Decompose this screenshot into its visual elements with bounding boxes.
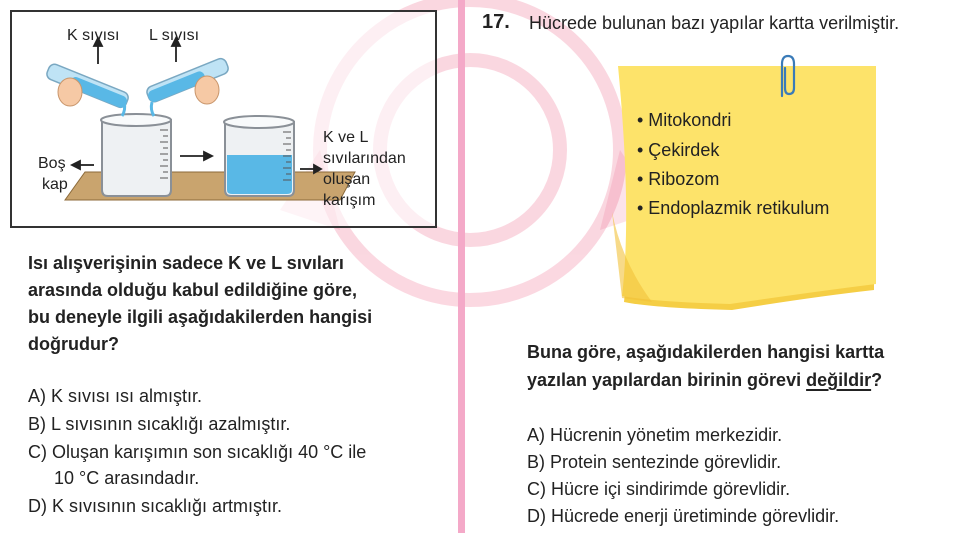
label-empty-line1: Boş: [38, 155, 66, 172]
label-mix-line2: sıvılarından: [323, 150, 406, 167]
question-stem: Hücrede bulunan bazı yapılar kartta verilmiştir.: [529, 13, 900, 33]
right-option-c[interactable]: C) Hücre içi sindirimde görevlidir.: [527, 479, 791, 499]
stem-line: Isı alışverişinin sadece K ve L sıvıları: [28, 253, 344, 273]
label-empty-line2: kap: [42, 176, 68, 193]
left-option-c[interactable]: C) Oluşan karışımın son sıcaklığı 40 °C ile: [28, 442, 367, 462]
stem-line: doğrudur?: [28, 334, 119, 354]
left-question-stem: [28, 250, 443, 358]
left-option-d[interactable]: D) K sıvısının sıcaklığı artmıştır.: [28, 496, 283, 516]
question-number: 17.: [482, 11, 510, 33]
left-option-b[interactable]: B) L sıvısının sıcaklığı azalmıştır.: [28, 414, 291, 434]
mixture-beaker: [224, 116, 294, 196]
stem-line: arasında olduğu kabul edildiğine göre,: [28, 280, 358, 300]
column-divider: [458, 0, 465, 533]
left-option-c-cont: 10 °C arasındadır.: [54, 468, 200, 488]
card-item: • Çekirdek: [637, 140, 720, 160]
left-option-a[interactable]: A) K sıvısı ısı almıştır.: [28, 386, 203, 406]
right-option-d[interactable]: D) Hücrede enerji üretiminde görevlidir.: [527, 506, 840, 526]
prompt-text: yazılan yapılardan birinin görevi: [527, 370, 807, 390]
label-mix-line1: K ve L: [323, 129, 369, 146]
right-option-a[interactable]: A) Hücrenin yönetim merkezidir.: [527, 425, 783, 445]
l-test-tube: [145, 57, 230, 116]
paperclip-icon: [773, 52, 799, 100]
label-mix-line4: karışım: [323, 192, 376, 209]
right-question-prompt: [527, 338, 957, 394]
card-item: • Mitokondri: [637, 110, 732, 130]
prompt-emphasis: değildir: [806, 370, 872, 390]
prompt-line: [527, 366, 957, 394]
label-l-liquid: L sıvısı: [149, 27, 200, 44]
k-test-tube: [45, 62, 130, 116]
right-option-b[interactable]: B) Protein sentezinde görevlidir.: [527, 452, 782, 472]
prompt-mark: ?: [871, 370, 883, 390]
prompt-line: Buna göre, aşağıdakilerden hangisi kartta: [527, 342, 885, 362]
stem-line: bu deneyle ilgili aşağıdakilerden hangisi: [28, 307, 373, 327]
card-item: • Ribozom: [637, 169, 720, 189]
label-mix-line3: oluşan: [323, 171, 371, 188]
card-item: • Endoplazmik retikulum: [637, 198, 830, 218]
empty-beaker: [101, 114, 171, 196]
label-k-liquid: K sıvısı: [67, 27, 120, 44]
